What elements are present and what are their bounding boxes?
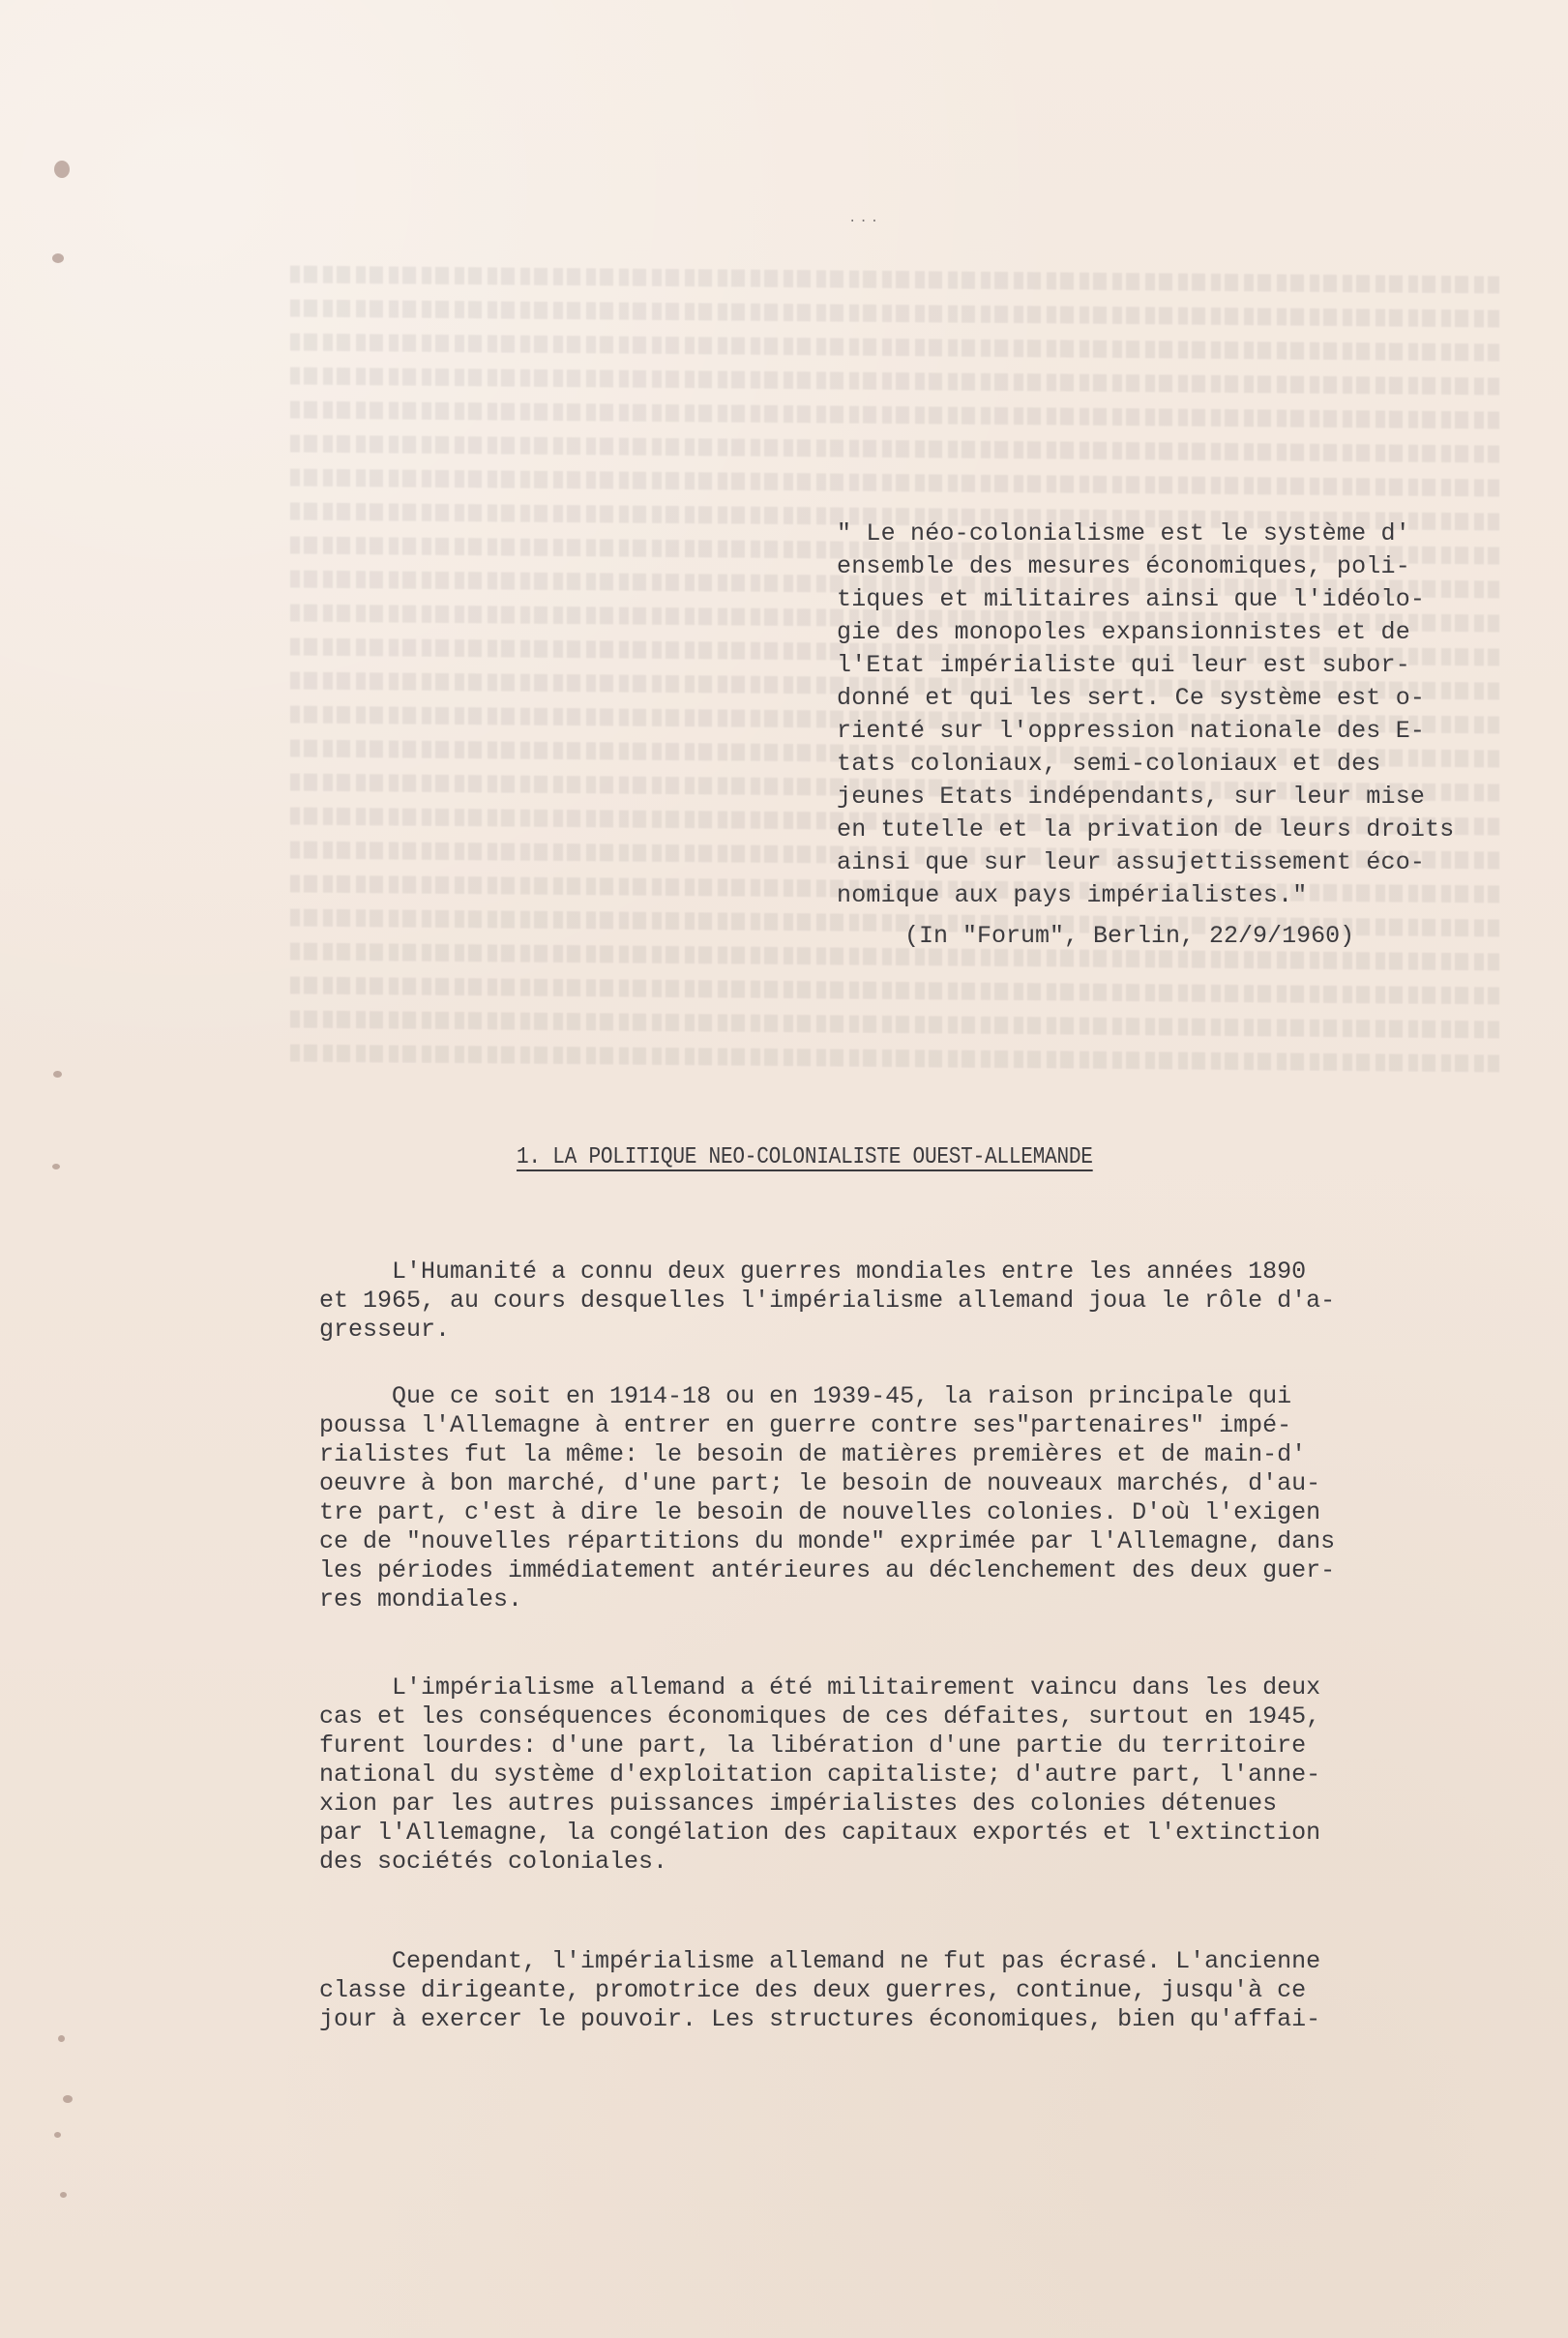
paragraph-line: tre part, c'est à dire le besoin de nouvelles colonies. D'où l'exigen (319, 1498, 1321, 1526)
epigraph-line: tats coloniaux, semi-coloniaux et des (837, 750, 1381, 778)
paragraph-line: Que ce soit en 1914-18 ou en 1939-45, la raison principale qui (319, 1382, 1292, 1410)
paragraph-line: oeuvre à bon marché, d'une part; le besoin de nouveaux marchés, d'au- (319, 1469, 1321, 1497)
paragraph-line: les périodes immédiatement antérieures au déclenchement des deux guer- (319, 1556, 1336, 1584)
binding-hole-mark (52, 1164, 60, 1169)
paragraph-line: gresseur. (319, 1316, 451, 1344)
binding-hole-mark (60, 2192, 67, 2198)
paragraph-line: res mondiales. (319, 1585, 523, 1613)
paragraph-line: jour à exercer le pouvoir. Les structures économiques, bien qu'affai- (319, 2005, 1321, 2033)
paragraph-line: classe dirigeante, promotrice des deux guerres, continue, jusqu'à ce (319, 1976, 1307, 2004)
paragraph-line: L'Humanité a connu deux guerres mondiales entre les années 1890 (319, 1258, 1307, 1286)
binding-hole-mark (58, 2035, 65, 2042)
binding-hole-mark (54, 2132, 61, 2138)
body-paragraph (319, 1947, 1538, 2034)
body-paragraph (319, 1258, 1538, 1345)
paragraph-line: national du système d'exploitation capitaliste; d'autre part, l'anne- (319, 1761, 1321, 1789)
binding-hole-mark (54, 161, 70, 178)
epigraph-quote (837, 518, 1548, 912)
epigraph-line: nomique aux pays impérialistes." (837, 881, 1308, 909)
paragraph-line: furent lourdes: d'une part, la libération d'une partie du territoire (319, 1731, 1307, 1760)
epigraph-line: donné et qui les sert. Ce système est o- (837, 684, 1426, 712)
paragraph-line: et 1965, au cours desquelles l'impérialisme allemand joua le rôle d'a- (319, 1287, 1336, 1315)
epigraph-line: l'Etat impérialiste qui leur est subor- (837, 651, 1410, 679)
body-paragraph (319, 1673, 1538, 1877)
binding-hole-mark (53, 1071, 62, 1078)
epigraph-line: ainsi que sur leur assujettissement éco- (837, 848, 1426, 876)
binding-hole-mark (52, 253, 64, 263)
paragraph-line: des sociétés coloniales. (319, 1848, 668, 1876)
paragraph-line: par l'Allemagne, la congélation des capitaux exportés et l'extinction (319, 1819, 1321, 1847)
epigraph-line: jeunes Etats indépendants, sur leur mise (837, 783, 1426, 811)
paragraph-line: poussa l'Allemagne à entrer en guerre contre ses"partenaires" impé- (319, 1411, 1292, 1439)
epigraph-citation: (In "Forum", Berlin, 22/9/1960) (904, 922, 1355, 950)
paragraph-line: Cependant, l'impérialisme allemand ne fut pas écrasé. L'ancienne (319, 1947, 1321, 1975)
paragraph-line: cas et les conséquences économiques de ces défaites, surtout en 1945, (319, 1702, 1321, 1731)
paragraph-line: xion par les autres puissances impérialistes des colonies détenues (319, 1790, 1278, 1818)
paragraph-line: ce de "nouvelles répartitions du monde" exprimée par l'Allemagne, dans (319, 1527, 1336, 1555)
epigraph-line: tiques et militaires ainsi que l'idéolo- (837, 585, 1426, 613)
epigraph-line: " Le néo-colonialisme est le système d' (837, 519, 1410, 548)
epigraph-line: gie des monopoles expansionnistes et de (837, 618, 1410, 646)
paragraph-line: rialistes fut la même: le besoin de matières premières et de main-d' (319, 1440, 1307, 1468)
epigraph-line: ensemble des mesures économiques, poli- (837, 552, 1410, 580)
body-paragraph (319, 1382, 1538, 1614)
paragraph-line: L'impérialisme allemand a été militairement vaincu dans les deux (319, 1673, 1321, 1702)
epigraph-line: en tutelle et la privation de leurs droits (837, 815, 1455, 843)
epigraph-line: rienté sur l'oppression nationale des E- (837, 717, 1426, 745)
binding-hole-mark (63, 2095, 73, 2103)
page-top-dots: ... (848, 211, 882, 226)
section-heading: 1. LA POLITIQUE NEO-COLONIALISTE OUEST-ALLEMANDE (517, 1144, 1093, 1170)
